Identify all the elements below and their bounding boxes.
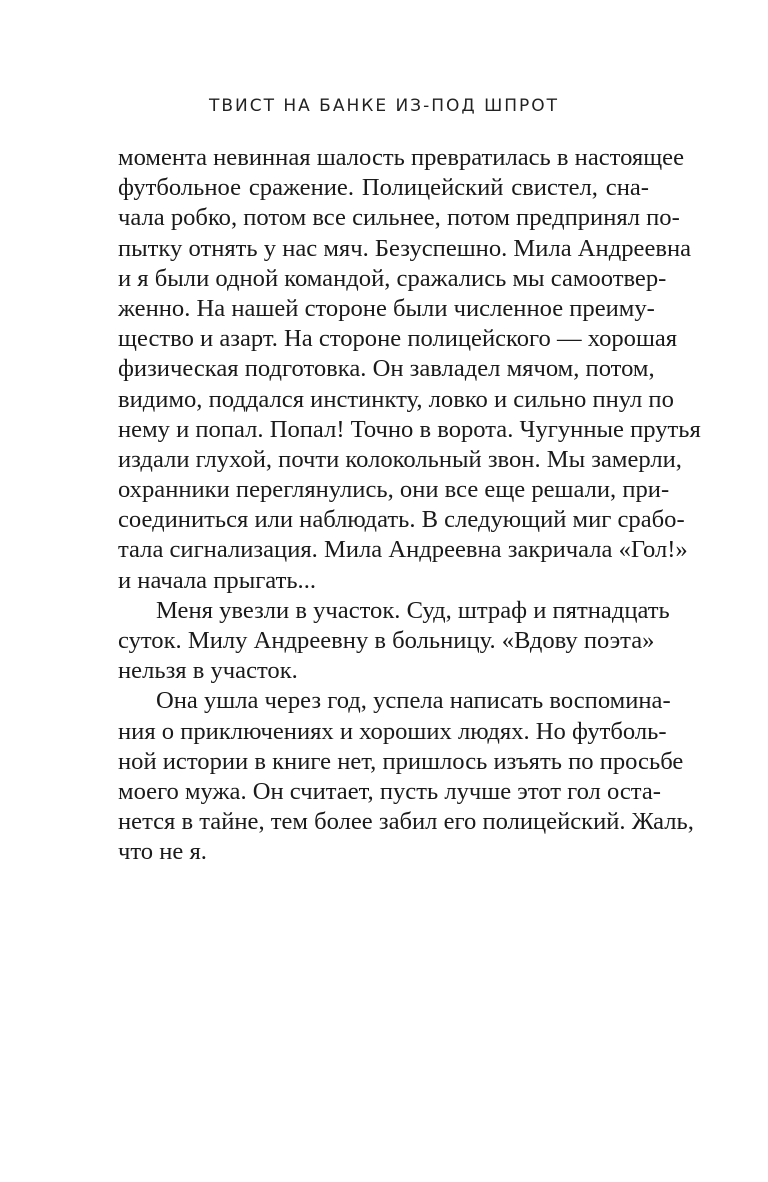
text-line: момента невинная шалость превратилась в настоящее <box>118 144 685 171</box>
text-line: женно. На нашей стороне были численное преиму- <box>118 294 655 322</box>
text-line: и я были одной командой, сражались мы самоотвер- <box>118 264 667 292</box>
text-line: моего мужа. Он считает, пусть лучше этот гол оста- <box>118 777 661 805</box>
text-line: нельзя в участок. <box>118 657 298 685</box>
text-line: Она ушла через год, успела написать воспомина- <box>156 687 671 715</box>
text-line: и начала прыгать... <box>118 566 316 594</box>
text-line: нему и попал. Попал! Точно в ворота. Чугунные прутья <box>118 415 701 443</box>
text-line: соединиться или наблюдать. В следующий миг срабо- <box>118 506 685 534</box>
text-line: футбольное сражение. Полицейский свистел, сна- <box>118 174 649 202</box>
text-line: чала робко, потом все сильнее, потом предпринял по- <box>118 204 680 232</box>
text-line: суток. Милу Андреевну в больницу. «Вдову поэта» <box>118 627 655 654</box>
text-line: физическая подготовка. Он завладел мячом, потом, <box>118 355 655 383</box>
paragraph-3 <box>118 686 694 867</box>
paragraph-2 <box>118 596 670 687</box>
text-line: щество и азарт. На стороне полицейского — хорошая <box>118 325 678 353</box>
text-line: издали глухой, почти колокольный звон. Мы замерли, <box>118 445 682 473</box>
body-text <box>118 143 701 868</box>
text-line: ния о приключениях и хороших людях. Но футболь- <box>118 717 667 745</box>
text-line: нется в тайне, тем более забил его полицейский. Жаль, <box>118 808 694 836</box>
text-line: видимо, поддался инстинкту, ловко и сильно пнул по <box>118 385 674 413</box>
text-line: тала сигнализация. Мила Андреевна закричала «Гол!» <box>118 536 688 564</box>
paragraph-1 <box>118 143 701 596</box>
running-head: ТВИСТ НА БАНКЕ ИЗ-ПОД ШПРОТ <box>208 96 560 116</box>
text-line: охранники переглянулись, они все еще решали, при- <box>118 476 670 504</box>
text-line: что не я. <box>118 838 207 866</box>
text-line: Меня увезли в участок. Суд, штраф и пятнадцать <box>156 596 670 624</box>
text-line: пытку отнять у нас мяч. Безуспешно. Мила Андреевна <box>118 234 692 262</box>
text-line: ной истории в книге нет, пришлось изъять по просьбе <box>118 747 684 775</box>
